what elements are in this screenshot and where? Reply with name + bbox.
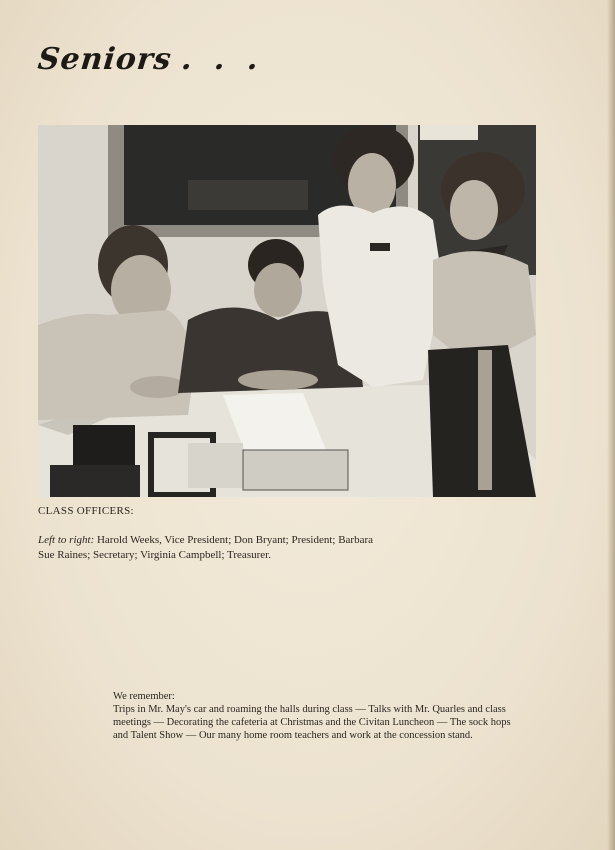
class-officers-photo	[38, 125, 536, 497]
page-heading	[36, 42, 266, 77]
caption-lead: Left to right:	[38, 534, 95, 546]
remember-block	[113, 690, 593, 742]
remember-line-1: Trips in Mr. May's car and roaming the halls during class — Talks with Mr. Quarles and class	[113, 704, 506, 715]
caption-text	[38, 533, 448, 563]
caption-title: CLASS OFFICERS:	[38, 505, 134, 517]
photograph-icon	[38, 125, 536, 497]
heading-dots: . . .	[179, 42, 266, 77]
caption-line-2: Sue Raines; Secretary; Virginia Campbell; Treasurer.	[38, 549, 271, 561]
remember-line-2: meetings — Decorating the cafeteria at Christmas and the Civitan Luncheon — The sock hops	[113, 717, 511, 728]
caption-line-1: Harold Weeks, Vice President; Don Bryant; President; Barbara	[96, 534, 374, 546]
page-edge-shadow	[607, 0, 615, 850]
heading-text: Seniors	[36, 42, 174, 77]
remember-title: We remember:	[113, 691, 175, 702]
remember-line-3: and Talent Show — Our many home room teachers and work at the concession stand.	[113, 730, 473, 741]
